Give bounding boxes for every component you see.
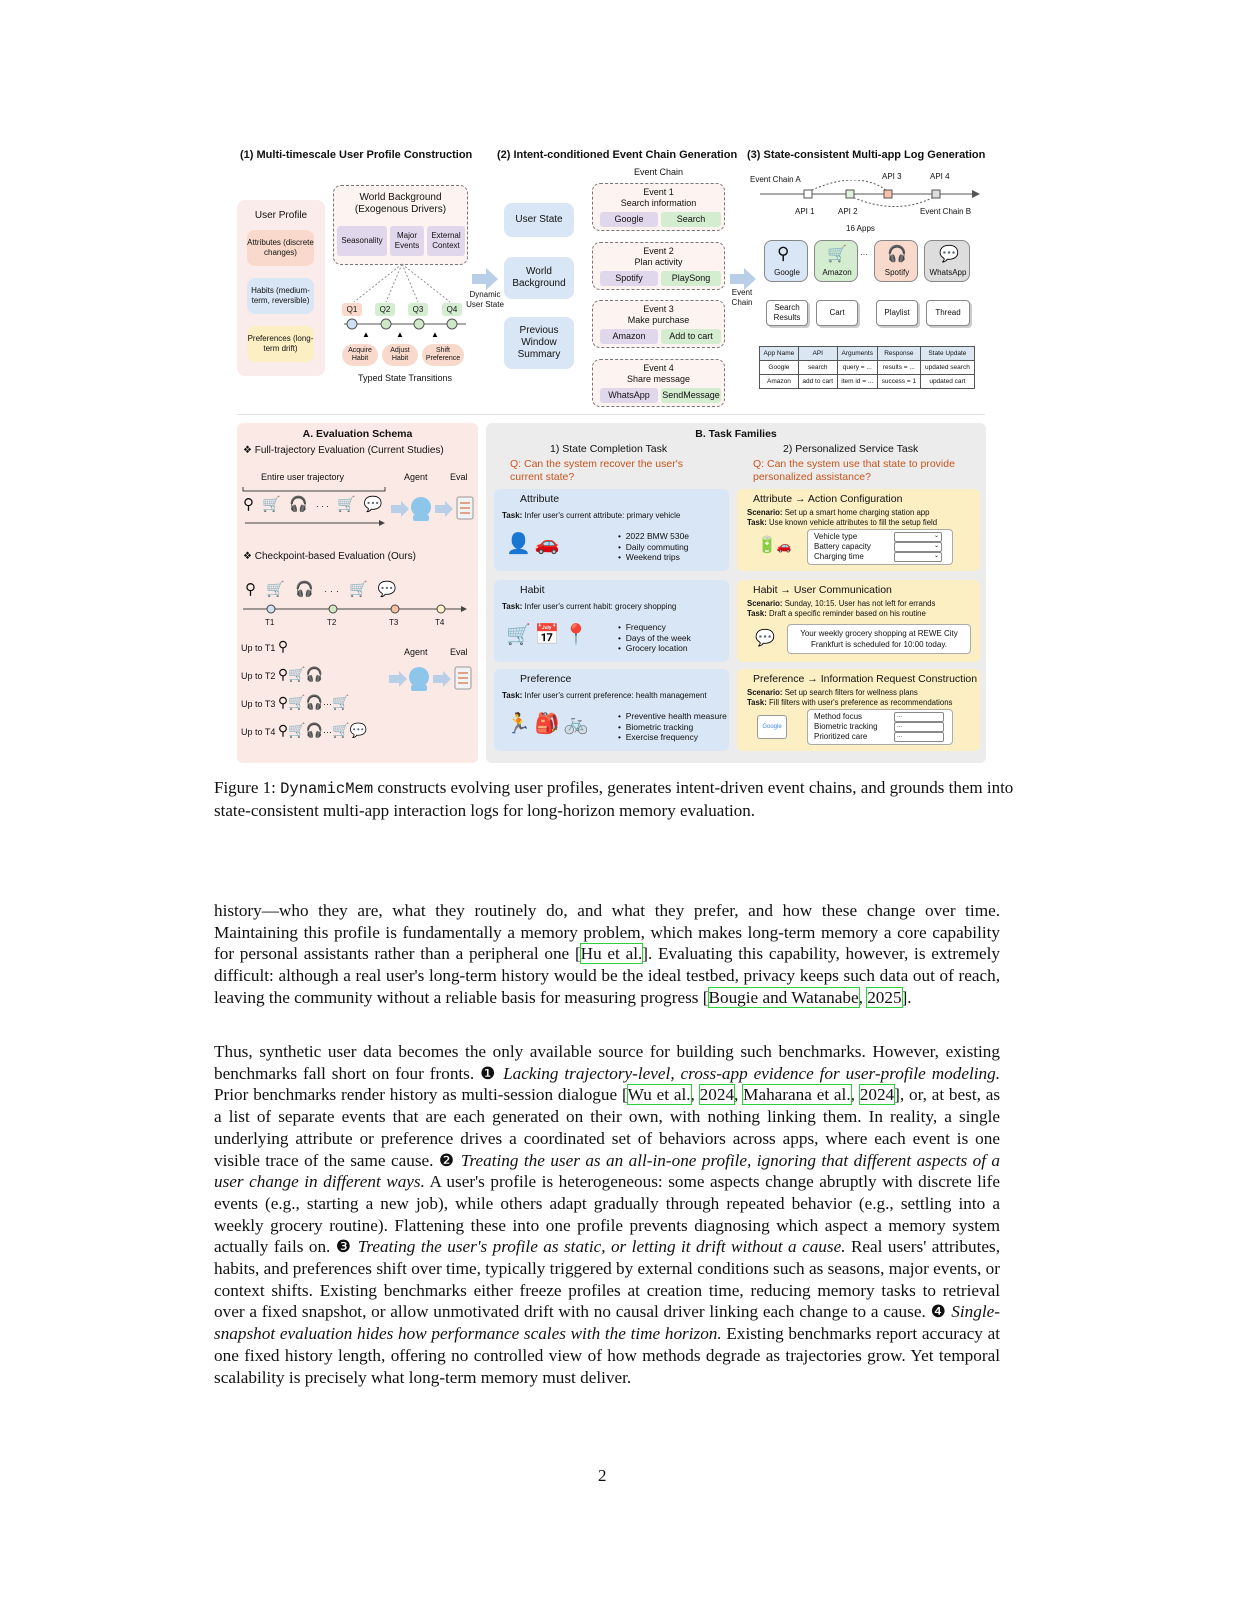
- state-card-preference: [494, 669, 729, 751]
- major-events-chip: Major Events: [390, 226, 424, 256]
- app-amazon-label: Amazon: [822, 268, 852, 277]
- card-task: [502, 691, 707, 700]
- event-app-chip: Amazon: [600, 329, 658, 344]
- log-table: [759, 346, 975, 389]
- seasonality-chip: Seasonality: [337, 226, 387, 256]
- bullet-item: • Weekend trips: [618, 552, 680, 562]
- form-field-dropdown[interactable]: ⌄: [894, 552, 942, 562]
- app-spotify: [874, 240, 918, 282]
- event-chain-title: Event Chain: [633, 167, 684, 177]
- log-cell: updated cart: [920, 375, 974, 389]
- card-icons: [506, 622, 593, 647]
- card-lead-icons: [757, 535, 792, 555]
- app-whatsapp: [924, 240, 970, 282]
- log-header-cell: API: [798, 347, 837, 361]
- upto-t4-label: Up to T4: [241, 727, 276, 737]
- form-field-dropdown[interactable]: ⌄: [894, 542, 942, 552]
- log-cell: Amazon: [760, 375, 799, 389]
- backpack-icon: 🎒: [534, 713, 560, 735]
- checkpoint-label: ❖ Checkpoint-based Evaluation (Ours): [243, 551, 416, 562]
- card-icons: [506, 711, 593, 736]
- user-state-box: User State: [504, 203, 574, 237]
- state-card-attribute: [494, 489, 729, 571]
- bullet-item: • Biometric tracking: [618, 721, 694, 732]
- upto-t2-row: [241, 666, 323, 683]
- form-field-label: Battery capacity: [814, 542, 871, 551]
- task-label: Task:: [502, 691, 523, 700]
- figure-separator: [237, 414, 985, 415]
- bullet-item: • Days of the week: [618, 632, 691, 643]
- event-app-chip: WhatsApp: [600, 388, 658, 403]
- citation-link[interactable]: Wu et al.: [627, 1085, 691, 1105]
- eval-schema-title: A. Evaluation Schema: [302, 428, 413, 440]
- p2-text-d: A user's profile is heterogeneous: some aspects change abruptly with discrete life events (e.g., starting a new job), while others adapt gradually through repeated behavior (e.g., settling into a weekly grocery routine). Flattening these into one profile prevents diagnosing which aspect a memory system actually fails on.: [214, 1172, 1000, 1257]
- p2-issue-3: Treating the user's profile as static, or letting it drift without a cause.: [352, 1237, 846, 1257]
- card-scenario: [747, 688, 918, 697]
- form-field-label: Prioritized care: [814, 732, 868, 741]
- headphones-icon: 🎧: [289, 496, 310, 513]
- form-row: [814, 552, 946, 562]
- citation-link[interactable]: 2024: [699, 1085, 735, 1105]
- q2-label: Q2: [375, 303, 395, 316]
- external-context-chip: External Context: [427, 226, 465, 256]
- p2-text-f: Existing benchmarks report accuracy at one fixed history length, offering no controlled view of how methods degrade as trajectories grow. Yet temporal scalability is precisely what long-term memory must deliver.: [214, 1324, 1000, 1387]
- bullet-text: Days of the week: [625, 632, 691, 643]
- app-amazon: [814, 240, 858, 282]
- evaluation-schema-panel: [237, 423, 478, 763]
- card-title: Attribute → Action Configuration: [753, 493, 903, 505]
- log-cell: search: [798, 361, 837, 375]
- svg-text:▲: ▲: [396, 330, 404, 338]
- log-header-cell: App Name: [760, 347, 799, 361]
- card-title: Attribute: [520, 493, 560, 505]
- card-bullets: [618, 622, 691, 654]
- bullet-item: • Grocery location: [618, 643, 688, 653]
- page-number: 2: [598, 1466, 607, 1485]
- task-families-title: B. Task Families: [695, 428, 777, 440]
- form-field-label: Vehicle type: [814, 532, 858, 541]
- upto-t3-label: Up to T3: [241, 699, 276, 709]
- event-4-box: [592, 359, 725, 407]
- cart-icon: 🛒: [262, 496, 283, 513]
- p1-text-b: . Evaluating this capability, however, is extremely difficult: although a real user's long-term history would be the ideal testbed, privacy keeps such data out of reach, leaving the community without a reliable basis for measuring progress: [214, 944, 1000, 1007]
- marker-2: ❷: [438, 1150, 456, 1170]
- card-task: [747, 609, 926, 618]
- eval-label: Eval: [450, 472, 468, 482]
- chat-icon: 💬: [349, 722, 367, 738]
- log-cell: Google: [760, 361, 799, 375]
- playlist-state: Playlist: [876, 300, 918, 326]
- bullet-item: • Daily commuting: [618, 541, 689, 552]
- cart-icon: 🛒: [288, 722, 306, 738]
- event-title: Event 4: [643, 363, 674, 373]
- ellipsis: ···: [315, 501, 331, 511]
- q4-label: Q4: [442, 303, 462, 316]
- event-action-chip: Add to cart: [661, 329, 721, 344]
- arrow-right-icon: [472, 268, 500, 290]
- task-label: Task:: [502, 602, 523, 611]
- world-background-box: [333, 185, 468, 265]
- bullet-text: Preventive health measure: [625, 711, 727, 721]
- search-icon: ⚲: [245, 581, 259, 598]
- paragraph-2: Thus, synthetic user data becomes the only available source for building such benchmarks. However, existing benchmarks fall short on four fronts. ❶ Lacking trajectory-level, cross-app evidence for user-profile modeling. Prior benchmarks render history as multi-session dialogue [Wu et al., 2024, Maharana et al., 2024], or, at best, as a list of separate events that are each generated on their own, with nothing linking them. In reality, a single underlying attribute or preference drives a coordinated set of behaviors across apps, where each event is one visible trace of the same cause. ❷ Treating the user as an all-in-one profile, ignoring that different aspects of a user change in different ways. A user's profile is heterogeneous: some aspects change abruptly with discrete life events (e.g., starting a new job), while others adapt gradually through repeated behavior (e.g., settling into a weekly grocery routine). Flattening these into one profile prevents diagnosing which aspect a memory system actually fails on. ❸ Treating the user's profile as static, or letting it drift without a cause. Real users' attributes, habits, and preferences shift over time, typically triggered by external conditions such as seasons, major events, or context shifts. Existing benchmarks either freeze profiles at creation time, reducing memory tasks to retrieval over a fixed snapshot, or allow unmotivated drift with no causal driver linking each change to a cause. ❹ Single-snapshot evaluation hides how performance scales with the time horizon. Existing benchmarks report accuracy at one fixed history length, offering no controlled view of how methods degrade as trajectories grow. Yet temporal scalability is precisely what long-term memory must deliver.: [214, 1042, 1001, 1387]
- card-scenario: [747, 599, 935, 608]
- p2-text-c: , or, at best, as a list of separate events that are each generated on their own, with nothing linking them. In reality, a single underlying attribute or preference drives a coordinated set of behaviors across apps, where each event is one visible trace of the same cause.: [214, 1085, 1001, 1170]
- log-header-cell: State Update: [920, 347, 974, 361]
- log-row: [760, 361, 975, 375]
- ellipsis: ···: [323, 586, 342, 596]
- thread-state: Thread: [926, 300, 970, 326]
- charger-icon: 🔋: [757, 537, 777, 554]
- log-header-cell: Arguments: [837, 347, 877, 361]
- agent-label: Agent: [404, 472, 428, 482]
- bullet-text: Frequency: [625, 622, 666, 632]
- card-lead-icons: [757, 715, 787, 739]
- notification-icon: 💬: [755, 630, 775, 647]
- card-scenario-text: Set up search filters for wellness plans: [784, 688, 918, 697]
- section-1-title: (1) Multi-timescale User Profile Construction: [240, 149, 473, 161]
- p1-end: .: [907, 987, 912, 1007]
- card-bullets: [618, 531, 689, 563]
- log-cell: add to cart: [798, 375, 837, 389]
- form-box: [807, 529, 953, 565]
- chain-b-label: Event Chain B: [920, 207, 972, 216]
- card-scenario: [747, 508, 929, 517]
- scenario-label: Scenario:: [747, 688, 783, 697]
- citation-link[interactable]: Hu et al.: [580, 944, 643, 964]
- state-timeline: [340, 316, 470, 338]
- api-chain-diagram: [760, 180, 980, 210]
- user-profile-label: User Profile: [254, 210, 308, 221]
- adjust-habit-chip: Adjust Habit: [382, 344, 418, 366]
- agent-eval-diagram: [387, 663, 477, 693]
- svg-text:▲: ▲: [431, 330, 439, 338]
- form-row: [814, 542, 946, 552]
- bullet-text: Grocery location: [625, 643, 688, 653]
- caption-system-name: DynamicMem: [280, 780, 374, 798]
- basket-icon: 🛒: [506, 624, 531, 646]
- world-background-input: World Background: [504, 257, 574, 299]
- p2-issue-1: Lacking trajectory-level, cross-app evidence for user-profile modeling.: [497, 1063, 1000, 1083]
- card-icons: [506, 531, 564, 556]
- card-task-text: Draft a specific reminder based on his routine: [768, 609, 926, 618]
- log-header-cell: Response: [877, 347, 920, 361]
- citation-link[interactable]: Maharana et al.: [743, 1085, 851, 1105]
- bullet-item: • 2022 BMW 530e: [618, 531, 690, 541]
- event-action-chip: PlaySong: [661, 271, 721, 286]
- log-cell: updated search: [920, 361, 974, 375]
- eval-label-2: Eval: [450, 647, 468, 657]
- headphones-icon: 🎧: [887, 246, 907, 263]
- upto-t3-row: [241, 694, 349, 711]
- p2-issue-2: Treating the user as an all-in-one profile, ignoring that different aspects of a user change in different ways.: [214, 1150, 1001, 1192]
- citation-link[interactable]: 2025: [867, 987, 902, 1007]
- card-title: Preference → Information Request Construction: [753, 673, 978, 685]
- card-task: [502, 602, 676, 611]
- event-title: Event 1: [643, 187, 674, 197]
- scenario-label: Scenario:: [747, 599, 783, 608]
- api-4-label: API 4: [930, 172, 950, 181]
- chat-icon: 💬: [939, 246, 959, 263]
- chain-a-label: Event Chain A: [750, 175, 801, 184]
- event-app-chip: Spotify: [600, 271, 658, 286]
- headphones-icon: 🎧: [295, 581, 317, 598]
- card-title: Habit → User Communication: [753, 584, 892, 596]
- section-2-title: (2) Intent-conditioned Event Chain Generation: [497, 149, 738, 161]
- person-icon: 👤: [506, 533, 531, 555]
- reminder-message: Your weekly grocery shopping at REWE City Frankfurt is scheduled for 10:00 today.: [787, 624, 971, 654]
- typed-state-label: Typed State Transitions: [357, 373, 453, 383]
- cart-icon: 🛒: [288, 694, 306, 710]
- event-2-box: [592, 242, 725, 290]
- shift-preference-chip: Shift Preference: [422, 344, 464, 366]
- ellipsis: ···: [323, 727, 333, 737]
- bicycle-icon: 🚲: [563, 713, 589, 735]
- task1-question: Q: Can the system recover the user's current state?: [510, 458, 683, 483]
- log-cell: item id = ...: [837, 375, 877, 389]
- event-1-box: [592, 183, 725, 231]
- form-field-label: Charging time: [814, 552, 864, 561]
- upto-t4-row: [241, 722, 367, 739]
- citation-link[interactable]: Bougie and Watanabe: [708, 987, 859, 1007]
- entire-trajectory-label: Entire user trajectory: [261, 472, 345, 482]
- arrow-right-icon: [730, 268, 758, 290]
- card-task: [502, 511, 680, 520]
- section-3-title: (3) State-consistent Multi-app Log Generation: [747, 149, 986, 161]
- card-task-text: Infer user's current attribute: primary vehicle: [524, 511, 681, 520]
- card-task-text: Infer user's current habit: grocery shopping: [524, 602, 677, 611]
- habits-chip: Habits (medium-term, reversible): [247, 278, 314, 314]
- task-families-panel: [486, 423, 986, 763]
- q1-label: Q1: [342, 303, 362, 316]
- search-icon: ⚲: [277, 638, 289, 654]
- caption-prefix: Figure 1:: [214, 778, 281, 797]
- world-background-title: World Background (Exogenous Drivers): [354, 192, 447, 215]
- log-row: [760, 375, 975, 389]
- agent-label-2: Agent: [404, 647, 428, 657]
- attributes-chip: Attributes (discrete changes): [247, 230, 314, 266]
- bullet-text: Biometric tracking: [625, 721, 694, 732]
- api-1-label: API 1: [795, 207, 815, 216]
- cart-icon: 🛒: [337, 496, 358, 513]
- log-header-row: [760, 347, 975, 361]
- tick-t2: T2: [327, 618, 337, 627]
- app-spotify-label: Spotify: [884, 268, 910, 277]
- acquire-habit-chip: Acquire Habit: [342, 344, 378, 366]
- scenario-label: Scenario:: [747, 508, 783, 517]
- bullet-text: 2022 BMW 530e: [625, 531, 690, 541]
- app-whatsapp-label: WhatsApp: [929, 268, 967, 277]
- card-task-text: Infer user's current preference: health management: [524, 691, 707, 700]
- card-scenario-text: Sunday, 10:15. User has not left for errands: [784, 599, 936, 608]
- state-card-habit: [494, 580, 729, 662]
- search-icon: ⚲: [277, 694, 289, 710]
- figure-caption: [214, 777, 1014, 822]
- event-title: Event 2: [643, 246, 674, 256]
- task-label: Task:: [747, 609, 767, 618]
- card-title: Preference: [520, 673, 572, 685]
- form-field-input[interactable]: ...: [894, 732, 944, 742]
- runner-icon: 🏃: [506, 713, 531, 735]
- form-row: [814, 712, 946, 722]
- search-icon: ⚲: [243, 496, 256, 513]
- event-action-chip: SendMessage: [661, 388, 721, 403]
- log-cell: success = 1: [877, 375, 920, 389]
- task-label: Task:: [502, 511, 523, 520]
- user-profile-box: [237, 200, 325, 376]
- p2-issue-4: Single-snapshot evaluation hides how performance scales with the time horizon.: [214, 1302, 1000, 1344]
- form-field-label: Method focus: [814, 712, 863, 721]
- form-row: [814, 532, 946, 542]
- event-app-chip: Google: [600, 212, 658, 227]
- chat-icon: 💬: [363, 496, 385, 513]
- upto-t2-label: Up to T2: [241, 671, 276, 681]
- bullet-text: Exercise frequency: [625, 732, 698, 742]
- event-title: Event 3: [643, 304, 674, 314]
- previous-window-summary: Previous Window Summary: [504, 317, 574, 369]
- task1-title: 1) State Completion Task: [550, 443, 668, 455]
- event-action-chip: Search: [661, 212, 721, 227]
- form-row: [814, 732, 946, 742]
- task-label: Task:: [747, 518, 767, 527]
- api-3-label: API 3: [882, 172, 902, 181]
- marker-4: ❹: [930, 1302, 947, 1322]
- p2-text-e: Real users' attributes, habits, and preferences shift over time, typically triggered by external conditions such as seasons, major events, or context shifts. Existing benchmarks either freeze profiles at creation time, reducing memory tasks to retrieval over a fixed snapshot, or allow unmotivated drift with no causal driver linking each change to a cause.: [214, 1237, 1000, 1322]
- headphones-icon: 🎧: [305, 666, 324, 682]
- log-cell: query = ...: [837, 361, 877, 375]
- bullet-item: • Preventive health measure: [618, 711, 727, 721]
- search-icon: ⚲: [277, 666, 289, 682]
- event-desc: Plan activity: [634, 257, 683, 267]
- service-card-2: [737, 580, 980, 662]
- app-google: [764, 240, 808, 282]
- cart-icon: 🛒: [332, 722, 350, 738]
- log-cell: results = ...: [877, 361, 920, 375]
- cart-icon: 🛒: [288, 666, 306, 682]
- bullet-item: • Exercise frequency: [618, 732, 698, 742]
- apps-count: 16 Apps: [846, 224, 875, 233]
- headphones-icon: 🎧: [305, 722, 324, 738]
- form-field-input[interactable]: ...: [894, 712, 944, 722]
- apps-more: ···: [860, 250, 868, 259]
- event-desc: Make purchase: [627, 315, 690, 325]
- paragraph-1: history—who they are, what they routinely do, and what they prefer, and how these change over time. Maintaining this profile is fundamentally a memory problem, which makes long-term memory a core capability for personal assistants rather than a peripheral one [Hu et al.]. Evaluating this capability, however, is extremely difficult: although a real user's long-term history would be the ideal testbed, privacy keeps such data out of reach, leaving the community without a reliable basis for measuring progress [Bougie and Watanabe, 2025].: [214, 901, 1000, 1007]
- car-icon: 🚗: [534, 533, 560, 555]
- api-2-label: API 2: [838, 207, 858, 216]
- search-icon: ⚲: [277, 722, 289, 738]
- form-field-label: Biometric tracking: [814, 722, 878, 731]
- p1-text-a: history—who they are, what they routinely do, and what they prefer, and how these change over time. Maintaining this profile is fundamentally a memory problem, which makes long-term memory a core capability for personal assistants rather than a peripheral one: [214, 901, 1000, 964]
- svg-text:▲: ▲: [362, 330, 370, 338]
- upto-t1-row: [241, 638, 288, 655]
- card-scenario-text: Set up a smart home charging station app: [784, 508, 930, 517]
- event-3-box: [592, 300, 725, 348]
- google-search-thumbnail: Google: [757, 715, 787, 739]
- car-icon: 🚗: [776, 539, 792, 553]
- marker-3: ❸: [335, 1237, 353, 1257]
- chat-icon: 💬: [377, 581, 400, 598]
- card-task-text: Fill filters with user's preference as recommendations: [768, 698, 953, 707]
- upto-t1-label: Up to T1: [241, 643, 276, 653]
- preferences-chip: Preferences (long-term drift): [247, 326, 314, 362]
- full-trajectory-diagram: [241, 485, 477, 529]
- cart-icon: 🛒: [827, 246, 847, 263]
- cart-icon: 🛒: [266, 581, 288, 598]
- tick-t4: T4: [435, 618, 445, 627]
- location-icon: 📍: [563, 624, 589, 646]
- task2-title: 2) Personalized Service Task: [783, 443, 919, 455]
- cart-state: Cart: [816, 300, 858, 326]
- p2-text-a: Thus, synthetic user data becomes the only available source for building such benchmarks. However, existing benchmarks fall short on four fronts.: [214, 1042, 1000, 1083]
- search-icon: ⚲: [777, 244, 790, 263]
- form-row: [814, 722, 946, 732]
- cart-icon: 🛒: [332, 694, 350, 710]
- marker-1: ❶: [480, 1063, 498, 1083]
- form-field-dropdown[interactable]: ⌄: [894, 532, 942, 542]
- task-label: Task:: [747, 698, 767, 707]
- p2-text-b: Prior benchmarks render history as multi-session dialogue: [214, 1085, 622, 1105]
- checkpoint-text: Checkpoint-based Evaluation (Ours): [254, 551, 416, 562]
- task2-question: Q: Can the system use that state to provide personalized assistance?: [753, 458, 955, 483]
- bullet-text: Daily commuting: [625, 541, 689, 552]
- full-trajectory-label: ❖ Full-trajectory Evaluation (Current Studies): [243, 445, 444, 456]
- checkpoint-timeline: [241, 603, 471, 617]
- card-task: [747, 698, 952, 707]
- bullet-item: • Frequency: [618, 622, 666, 632]
- card-title: Habit: [520, 584, 545, 596]
- caption-text: constructs evolving user profiles, generates intent-driven event chains, and grounds them into state-consistent multi-app interaction logs for long-horizon memory evaluation.: [214, 778, 1014, 820]
- checkpoint-icons: [245, 580, 400, 598]
- ellipsis: ···: [323, 699, 333, 709]
- card-task-text: Use known vehicle attributes to fill the setup field: [768, 518, 938, 527]
- calendar-icon: 📅: [534, 624, 560, 646]
- card-task: [747, 518, 937, 527]
- search-results-state: Search Results: [766, 300, 808, 326]
- card-bullets: [618, 711, 727, 743]
- event-chain-arrow-label: Event Chain: [731, 288, 753, 307]
- event-desc: Search information: [620, 198, 697, 208]
- citation-link[interactable]: 2024: [859, 1085, 895, 1105]
- bullet-text: Weekend trips: [625, 552, 680, 562]
- dynamic-user-state-label: Dynamic User State: [466, 290, 504, 309]
- q-labels: [342, 303, 468, 317]
- cart-icon: 🛒: [349, 581, 371, 598]
- headphones-icon: 🎧: [305, 694, 324, 710]
- tick-t1: T1: [265, 618, 275, 627]
- form-box: [807, 709, 953, 745]
- tick-t3: T3: [389, 618, 399, 627]
- form-field-input[interactable]: ...: [894, 722, 944, 732]
- service-card-3: [737, 669, 980, 751]
- service-card-1: [737, 489, 980, 571]
- event-desc: Share message: [626, 374, 691, 384]
- q3-label: Q3: [408, 303, 428, 316]
- full-trajectory-text: Full-trajectory Evaluation (Current Studies): [254, 445, 444, 456]
- app-google-label: Google: [774, 268, 800, 277]
